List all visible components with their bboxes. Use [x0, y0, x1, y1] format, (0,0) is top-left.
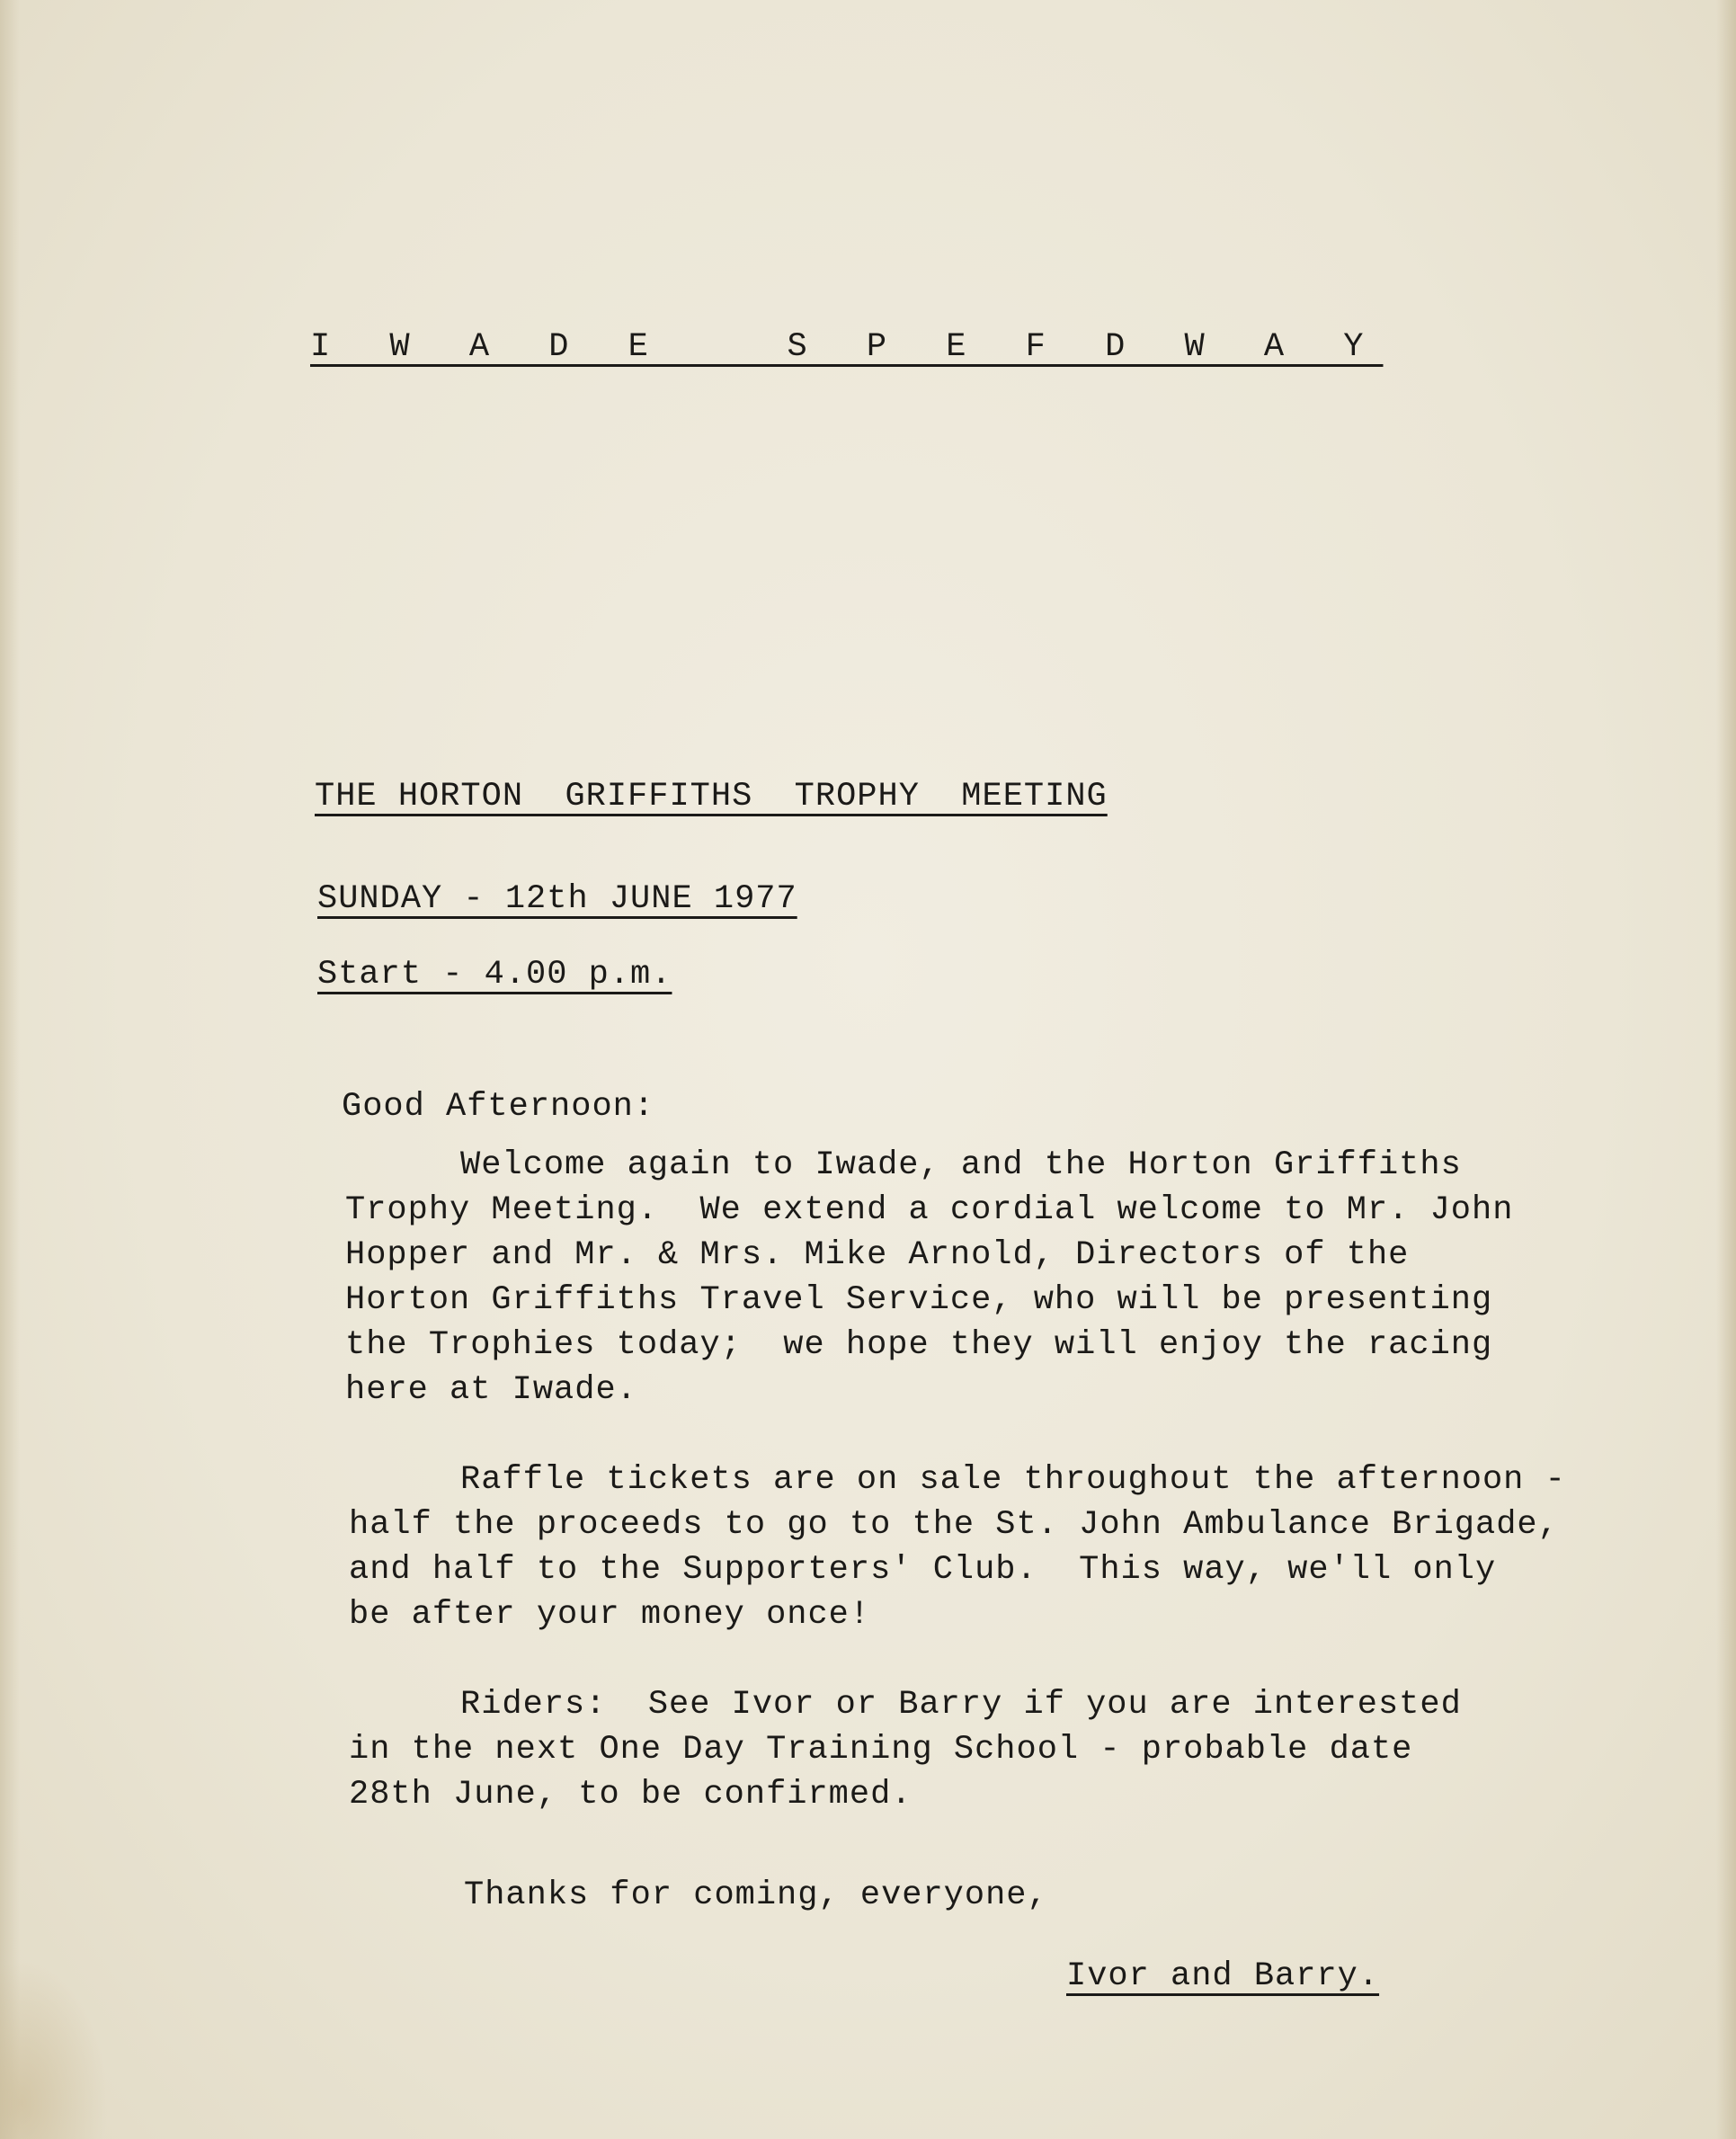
paragraph-1-line: Welcome again to Iwade, and the Horton Griffiths: [460, 1146, 1462, 1184]
paragraph-1-line: Trophy Meeting. We extend a cordial welcome to Mr. John: [345, 1191, 1514, 1229]
document-title: I W A D E S P E F D W A Y: [310, 328, 1384, 366]
paragraph-1-line: Horton Griffiths Travel Service, who will be presenting: [345, 1281, 1493, 1319]
paragraph-3-line: 28th June, to be confirmed.: [349, 1776, 913, 1814]
paragraph-1-line: here at Iwade.: [345, 1371, 637, 1409]
paragraph-1-line: Hopper and Mr. & Mrs. Mike Arnold, Directors of the: [345, 1236, 1410, 1274]
paper-edge-right: [1716, 0, 1736, 2139]
paragraph-3-line: in the next One Day Training School - probable date: [349, 1731, 1413, 1769]
event-date: SUNDAY - 12th JUNE 1977: [317, 880, 797, 918]
paragraph-2-line: Raffle tickets are on sale throughout the afternoon -: [460, 1461, 1566, 1499]
paper-edge-left: [0, 0, 20, 2139]
paragraph-2-line: half the proceeds to go to the St. John Ambulance Brigade,: [349, 1506, 1559, 1544]
event-name: THE HORTON GRIFFITHS TROPHY MEETING: [315, 778, 1108, 815]
paragraph-3-line: Riders: See Ivor or Barry if you are interested: [460, 1686, 1462, 1724]
paragraph-2-line: be after your money once!: [349, 1596, 871, 1634]
salutation: Good Afternoon:: [342, 1088, 655, 1126]
paper-stain: [0, 1960, 108, 2139]
paragraph-2-line: and half to the Supporters' Club. This way, we'll only: [349, 1551, 1497, 1589]
event-start-time: Start - 4.00 p.m.: [317, 956, 672, 994]
paragraph-1-line: the Trophies today; we hope they will enjoy the racing: [345, 1326, 1493, 1364]
closing-line: Thanks for coming, everyone,: [464, 1876, 1048, 1914]
signature: Ivor and Barry.: [1066, 1957, 1380, 1995]
